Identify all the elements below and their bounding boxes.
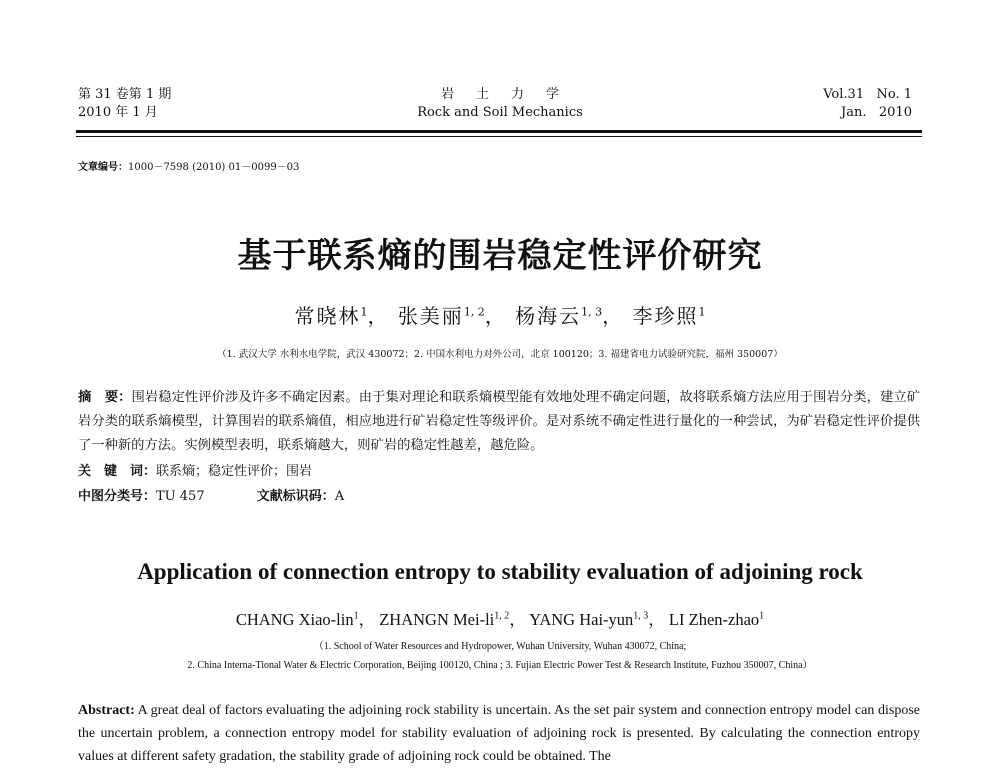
abstract-en-label: Abstract: bbox=[78, 703, 135, 718]
article-number-label: 文章编号： bbox=[78, 162, 128, 173]
author-cn: 张美丽 bbox=[397, 304, 464, 328]
keywords-cn-value: 联系熵；稳定性评价；围岩 bbox=[156, 464, 313, 479]
author-sup: 1, 3 bbox=[633, 610, 649, 622]
article-number-value: 1000－7598 (2010) 01－0099－03 bbox=[128, 162, 300, 173]
author-en: LI Zhen-zhao bbox=[668, 610, 760, 629]
affiliations-cn: （1. 武汉大学 水利水电学院，武汉 430072；2. 中国水利电力对外公司，北京 100120；3. 福建省电力试验研究院，福州 350007） bbox=[217, 349, 783, 360]
journal-name-en: Rock and Soil Mechanics bbox=[417, 105, 583, 120]
keywords-cn-label: 关 键 词： bbox=[78, 464, 157, 479]
journal-name-cn: 岩土力学 bbox=[440, 87, 581, 102]
author-sup: 1 bbox=[360, 305, 368, 319]
affiliations-en-line2: 2. China Interna-Tional Water & Electric Corporation, Beijing 100120, China ; 3. Fujian Electric Power Test & Research Institute, Fuzhou 350007, China） bbox=[187, 660, 813, 671]
author-sup: 1, 3 bbox=[581, 305, 603, 319]
article-number bbox=[78, 158, 299, 173]
doc-code-value: A bbox=[334, 489, 345, 504]
author-cn: 常晓林 bbox=[294, 304, 361, 328]
author-sup: 1, 2 bbox=[463, 305, 485, 319]
abstract-cn bbox=[78, 386, 920, 458]
author-en: CHANG Xiao-lin bbox=[235, 610, 354, 629]
abstract-en-text: A great deal of factors evaluating the adjoining rock stability is uncertain. As the set pair system and connection entropy model can dispose the uncertain problem, a connection entropy model for stability evaluation of adjoining rock is presented. By calculating the connection entropy values at different safety gradation, the stability grade of adjoining rock could be obtained. The bbox=[78, 703, 920, 764]
author-cn: 李珍照 bbox=[632, 304, 699, 328]
abstract-en bbox=[78, 699, 920, 768]
date-cn: 2010 年 1 月 bbox=[78, 105, 158, 120]
abstract-cn-label: 摘 要： bbox=[78, 390, 132, 405]
author-en: YANG Hai-yun bbox=[529, 610, 634, 629]
authors-en: CHANG Xiao-lin$^1$， ZHANGN Mei-li$^{1, 2}$， YANG Hai-yun$^{1, 3}$， LI Zhen-zhao$^1$ bbox=[235, 610, 765, 629]
classification-line bbox=[78, 485, 344, 504]
header-rule-thin bbox=[76, 136, 922, 137]
author-cn: 杨海云 bbox=[515, 304, 582, 328]
author-sup: 1 bbox=[759, 610, 765, 622]
author-en: ZHANGN Mei-li bbox=[379, 610, 495, 629]
author-sup: 1, 2 bbox=[494, 610, 510, 622]
page-title-cn: 基于联系熵的围岩稳定性评价研究 bbox=[237, 236, 763, 276]
volume-issue-en: Vol.31 No. 1 bbox=[823, 87, 912, 102]
abstract-cn-text: 围岩稳定性评价涉及许多不确定因素。由于集对理论和联系熵模型能有效地处理不确定问题，故将联系熵方法应用于围岩分类，建立矿岩分类的联系熵模型，计算围岩的联系熵值，相应地进行矿岩稳定性等级评价。是对系统不确定性进行量化的一种尝试，为矿岩稳定性评价提供了一种新的方法。实例模型表明，联系熵越大，则矿岩的稳定性越差，越危险。 bbox=[78, 390, 921, 453]
affiliations-en-line1: （1. School of Water Resources and Hydropower, Wuhan University, Wuhan 430072, China; bbox=[313, 641, 687, 652]
clc-label: 中图分类号： bbox=[78, 489, 157, 504]
date-en: Jan. 2010 bbox=[841, 105, 912, 120]
authors-cn: 常晓林$^1$， 张美丽$^{1, 2}$， 杨海云$^{1, 3}$， 李珍照$^1$ bbox=[294, 304, 706, 328]
doc-code-label: 文献标识码： bbox=[256, 489, 335, 504]
page-title-en: Application of connection entropy to stability evaluation of adjoining rock bbox=[137, 559, 863, 584]
author-sup: 1 bbox=[353, 610, 359, 622]
author-sup: 1 bbox=[698, 305, 706, 319]
volume-issue-cn: 第 31 卷第 1 期 bbox=[78, 87, 172, 102]
clc-value: TU 457 bbox=[156, 489, 205, 504]
keywords-cn bbox=[78, 460, 312, 479]
header-right bbox=[823, 86, 912, 122]
header-rule-thick bbox=[76, 130, 922, 133]
